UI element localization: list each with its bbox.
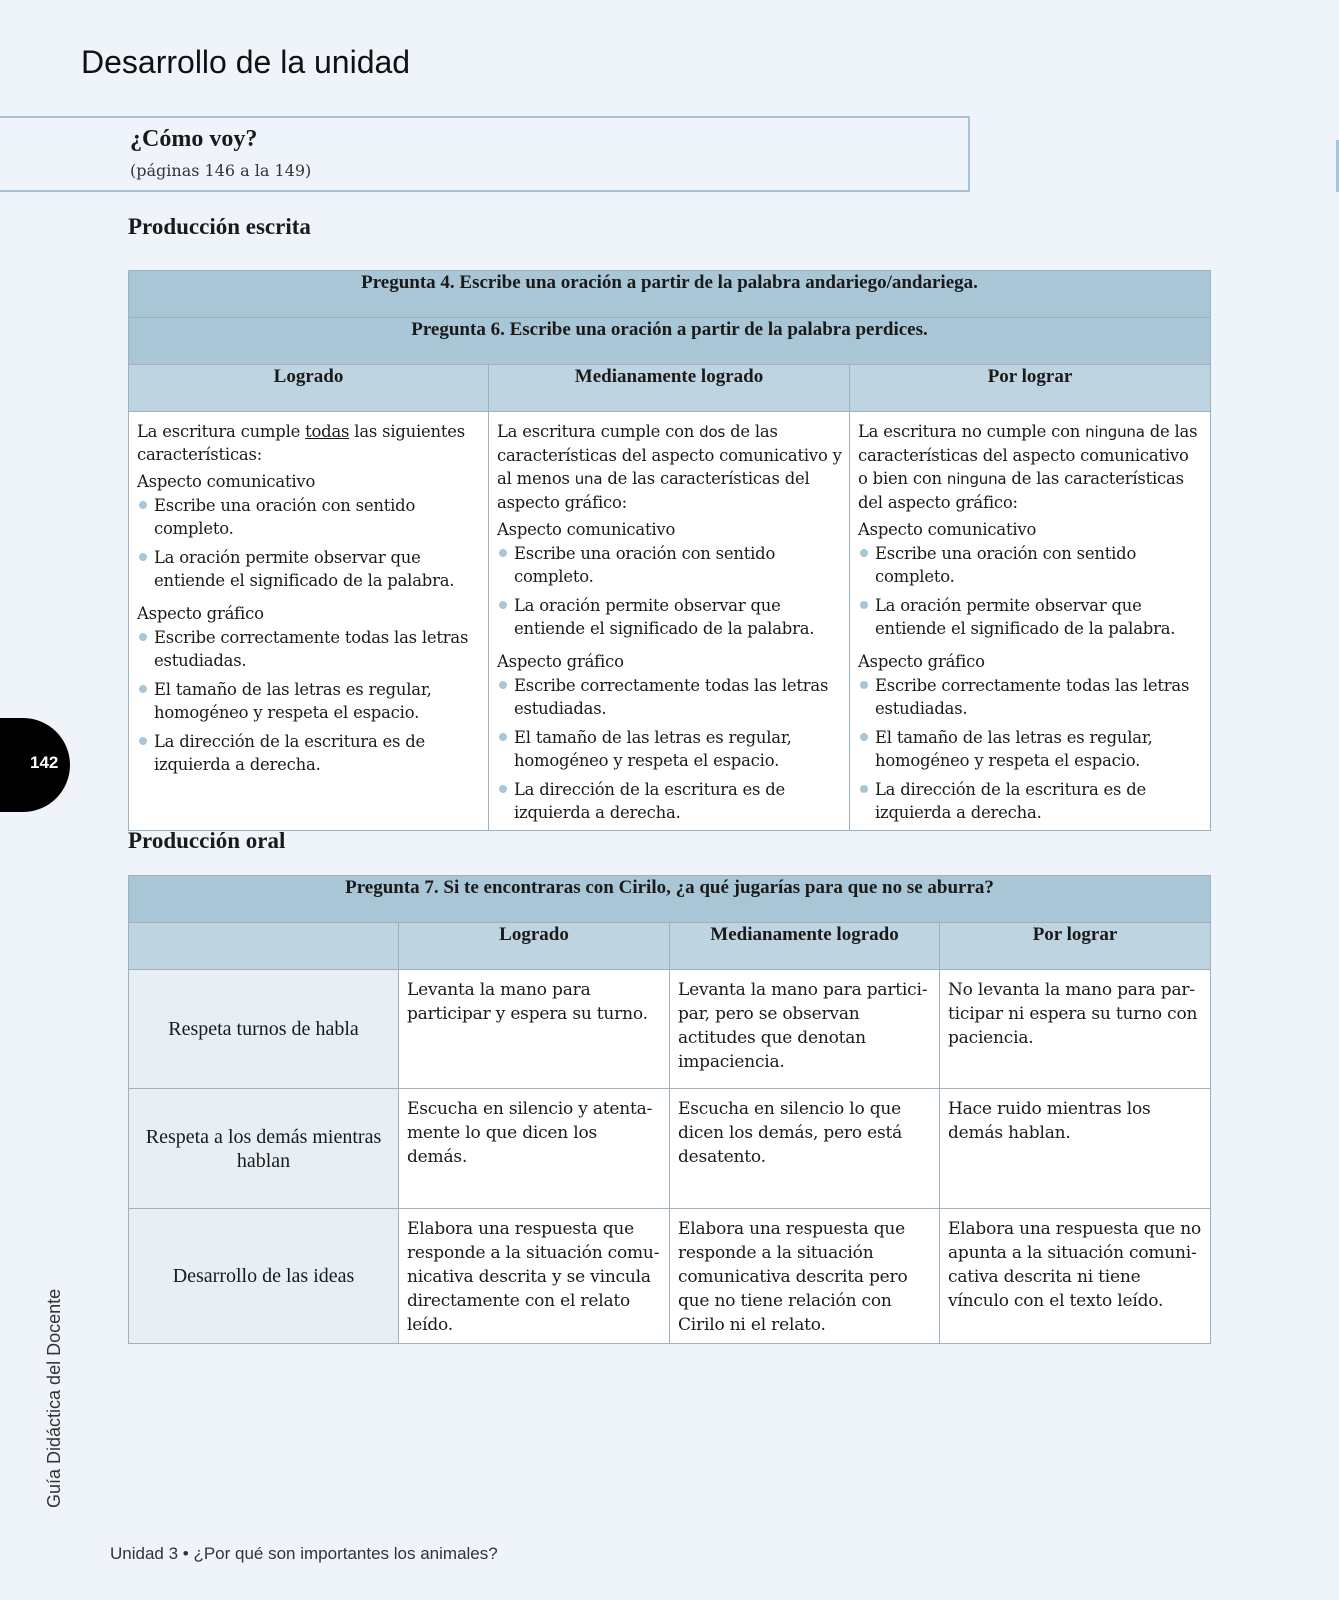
list-item: La dirección de la escritura es de izquierda a derecha. [497, 778, 842, 824]
table-cell: Escucha en silencio y atentamente lo que dicen los demás. [399, 1089, 670, 1209]
com-heading: Aspecto comunicativo [858, 520, 1037, 539]
list-item: Escribe correctamente todas las letras estudiadas. [858, 674, 1203, 720]
side-label: Guía Didáctica del Docente [44, 1288, 64, 1508]
table-row [129, 1089, 1211, 1209]
table-cell: Elabora una respuesta que responde a la situación comunicativa descrita y se vincula directamente con el relato leído. [399, 1209, 670, 1344]
list-item: El tamaño de las letras es regular, homogéneo y respeta el espacio. [858, 726, 1203, 772]
col-medianamente: Medianamente logrado [670, 923, 940, 970]
table-row [129, 970, 1211, 1089]
list-item: Escribe una oración con sentido completo. [137, 494, 481, 540]
question-6: Pregunta 6. Escribe una oración a partir de la palabra perdices. [129, 318, 1211, 365]
list-item: La dirección de la escritura es de izquierda a derecha. [137, 730, 481, 776]
question-7: Pregunta 7. Si te encontraras con Cirilo, ¿a qué jugarías para que no se aburra? [129, 876, 1211, 923]
graf-heading: Aspecto gráfico [858, 652, 985, 671]
list-item: La oración permite observar que entiende el significado de la palabra. [137, 546, 481, 592]
table-row [129, 1209, 1211, 1344]
row-label: Respeta a los demás mientras hablan [129, 1089, 399, 1209]
question-4: Pregunta 4. Escribe una oración a partir de la palabra andariego/andariega. [129, 271, 1211, 318]
intro: La escritura no cumple con ninguna de las características del aspecto comunicativo o bien con ninguna de las características del aspecto gráfico: [858, 422, 1198, 512]
info-title: ¿Cómo voy? [130, 126, 258, 152]
col-por-lograr: Por lograr [850, 365, 1211, 412]
cell-medianamente [489, 412, 850, 831]
list-item: Escribe correctamente todas las letras estudiadas. [137, 626, 481, 672]
col-logrado: Logrado [129, 365, 489, 412]
list-item: El tamaño de las letras es regular, homogéneo y respeta el espacio. [497, 726, 842, 772]
list-item: El tamaño de las letras es regular, homogéneo y respeta el espacio. [137, 678, 481, 724]
list-item: La dirección de la escritura es de izquierda a derecha. [858, 778, 1203, 824]
col-logrado: Logrado [399, 923, 670, 970]
row-label: Respeta turnos de habla [129, 970, 399, 1089]
cell-por-lograr [850, 412, 1211, 831]
intro: La escritura cumple todas las siguientes características: [137, 422, 466, 464]
intro: La escritura cumple con dos de las características del aspecto comunicativo y al menos una de las características del aspecto gráfico: [497, 422, 842, 512]
table-cell: Elabora una respuesta que no apunta a la situación comunicativa descrita ni tiene vínculo con el texto leído. [940, 1209, 1211, 1344]
cell-logrado [129, 412, 489, 831]
list-item: Escribe correctamente todas las letras estudiadas. [497, 674, 842, 720]
graf-heading: Aspecto gráfico [497, 652, 624, 671]
table-cell: Levanta la mano para participar y espera su turno. [399, 970, 670, 1089]
com-heading: Aspecto comunicativo [137, 472, 316, 491]
list-item: La oración permite observar que entiende el significado de la palabra. [858, 594, 1203, 640]
table-cell: Escucha en silencio lo que dicen los demás, pero está desatento. [670, 1089, 940, 1209]
col-por-lograr: Por lograr [940, 923, 1211, 970]
footer: Unidad 3 • ¿Por qué son importantes los animales? [110, 1544, 498, 1563]
graf-heading: Aspecto gráfico [137, 604, 264, 623]
table-cell: Levanta la mano para participar, pero se observan actitudes que denotan impaciencia. [670, 970, 940, 1089]
page-title: Desarrollo de la unidad [81, 44, 411, 80]
oral-rubric-table [128, 875, 1211, 1344]
info-pages: (páginas 146 a la 149) [130, 161, 312, 180]
list-item: Escribe una oración con sentido completo. [858, 542, 1203, 588]
page-number: 142 [30, 753, 59, 772]
col-empty [129, 923, 399, 970]
written-heading: Producción escrita [128, 214, 311, 239]
list-item: Escribe una oración con sentido completo. [497, 542, 842, 588]
written-rubric-table [128, 270, 1211, 831]
col-medianamente: Medianamente logrado [489, 365, 850, 412]
oral-heading: Producción oral [128, 828, 286, 853]
table-cell: No levanta la mano para participar ni espera su turno con paciencia. [940, 970, 1211, 1089]
table-cell: Elabora una respuesta que responde a la situación comunicativa descrita pero que no tiene relación con Cirilo ni el relato. [670, 1209, 940, 1344]
com-heading: Aspecto comunicativo [497, 520, 676, 539]
row-label: Desarrollo de las ideas [129, 1209, 399, 1344]
list-item: La oración permite observar que entiende el significado de la palabra. [497, 594, 842, 640]
table-cell: Hace ruido mientras los demás hablan. [940, 1089, 1211, 1209]
